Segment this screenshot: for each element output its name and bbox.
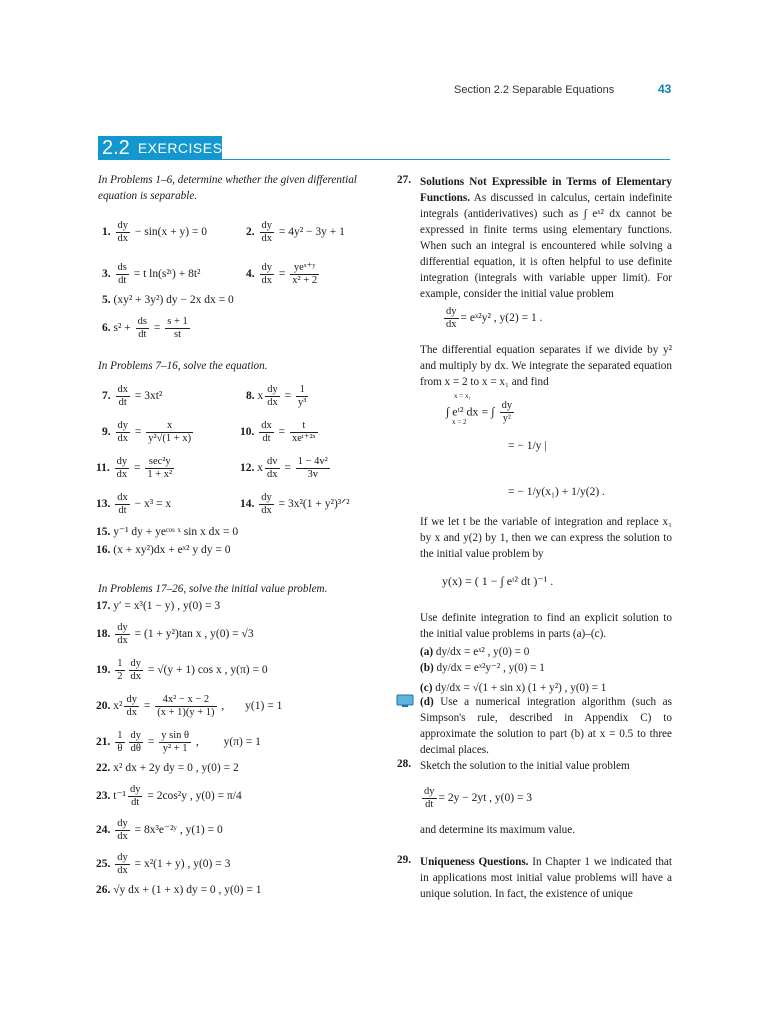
denominator: 1 + x² bbox=[147, 469, 173, 480]
numerator: ds bbox=[117, 262, 127, 273]
denominator: dθ bbox=[130, 743, 141, 754]
numerator: t bbox=[290, 420, 318, 433]
numerator: sec²y bbox=[145, 456, 174, 469]
integral-limit-upper: x = x₁ bbox=[454, 392, 471, 400]
initial-condition: y(π) = 1 bbox=[223, 736, 261, 749]
denominator: dx bbox=[261, 233, 272, 244]
denominator: dx bbox=[261, 275, 272, 286]
problem-27-text-c: If we let t be the variable of integration and replace x₁ by x and y(2) by 1, then we can express the solution to the initial value problem by bbox=[420, 516, 672, 560]
numerator: x bbox=[146, 420, 193, 433]
denominator: dt bbox=[425, 799, 434, 810]
denominator: dt bbox=[131, 797, 140, 808]
problem-number: 2. bbox=[246, 226, 255, 239]
denominator: dx bbox=[117, 635, 128, 646]
problem-number: 1. bbox=[102, 226, 111, 239]
denominator: 3v bbox=[307, 469, 319, 480]
problem-number: 13. bbox=[96, 498, 111, 511]
fraction bbox=[136, 316, 149, 341]
problem-28-number: 28. bbox=[397, 758, 411, 770]
intro-problems-1-6: In Problems 1–6, determine whether the given differential equation is separable. bbox=[98, 174, 357, 202]
denominator: (x + 1)(y + 1) bbox=[157, 707, 215, 718]
denominator: dx bbox=[267, 469, 278, 480]
equation-text: = 3x²(1 + y²)³ᐟ² bbox=[275, 498, 350, 511]
equation-text: − x³ = x bbox=[131, 498, 172, 511]
section-number: 2.2 bbox=[102, 136, 130, 159]
problem-23: 23. t⁻¹ $\frac{dy}{dt}$ = 2cos²y , y(0) = π/4 bbox=[96, 784, 242, 808]
numerator: dy bbox=[117, 622, 128, 633]
numerator: 1 − 4v² bbox=[297, 456, 328, 467]
equation-text: = 2cos²y , y(0) = π/4 bbox=[144, 790, 242, 803]
numerator: dx bbox=[261, 420, 272, 431]
problem-6: 6. s² + $\frac{ds}{dt}$ = $\frac{s + 1}{st}$ bbox=[102, 316, 188, 340]
fraction bbox=[290, 420, 318, 445]
numerator: s + 1 bbox=[167, 316, 188, 327]
denominator: xeᵗ⁺²ˣ bbox=[292, 433, 316, 444]
fraction bbox=[129, 658, 144, 683]
denominator: dx bbox=[130, 671, 141, 682]
equation-text: − sin(x + y) = 0 bbox=[132, 226, 208, 239]
numerator: dy bbox=[116, 456, 128, 467]
running-head: Section 2.2 Separable Equations bbox=[454, 84, 615, 96]
denominator: θ bbox=[117, 743, 123, 754]
numerator: 4x² − x − 2 bbox=[155, 694, 216, 707]
fraction bbox=[259, 492, 274, 517]
numerator: dy bbox=[126, 694, 137, 705]
denominator: dx bbox=[117, 831, 128, 842]
equation-text: = 2y − 2yt , y(0) = 3 bbox=[438, 792, 533, 805]
problem-28-text-a: Sketch the solution to the initial value problem bbox=[420, 760, 630, 772]
fraction bbox=[116, 420, 131, 445]
problem-number: 6. bbox=[102, 322, 111, 335]
denominator: dx bbox=[117, 433, 128, 444]
fraction bbox=[115, 622, 130, 647]
integral-line-3: = − 1/y(x₁) + 1/y(2) . bbox=[508, 486, 605, 498]
equation-text: = t ln(s²ᵗ) + 8t² bbox=[130, 268, 201, 281]
equation-text: s² + bbox=[113, 322, 134, 335]
problem-27-title: Solutions Not Expressible in Terms of Elementary Functions. bbox=[420, 176, 672, 204]
computer-icon bbox=[396, 694, 414, 708]
problem-number: 19. bbox=[96, 664, 111, 677]
denominator: x² + 2 bbox=[292, 275, 318, 286]
problem-2 bbox=[246, 220, 345, 245]
part-a bbox=[420, 644, 529, 660]
problem-number: 14. bbox=[240, 498, 255, 511]
fraction bbox=[129, 730, 144, 755]
fraction bbox=[155, 694, 216, 719]
part-text: Use a numerical integration algorithm (such as Simpson's rule, described in Appendix C) to approximate the solution to part (b) at x = 0.5 to three decimal places. bbox=[420, 696, 673, 756]
denominator: y² + 1 bbox=[162, 743, 188, 754]
numerator: dy bbox=[130, 658, 141, 669]
fraction bbox=[124, 694, 139, 719]
fraction bbox=[116, 384, 131, 409]
intro-problems-17-26: In Problems 17–26, solve the initial value problem. bbox=[98, 583, 328, 595]
fraction bbox=[116, 220, 131, 245]
solution-formula: y(x) = ( 1 − ∫ eᵗ² dt )⁻¹ . bbox=[442, 574, 554, 588]
problem-13 bbox=[96, 492, 171, 517]
problem-29-text: In Chapter 1 we indicated that in applications most initial value problems will have a unique solution. In fact, the existence of unique bbox=[420, 856, 672, 900]
fraction bbox=[444, 306, 459, 331]
equation-text: = √(y + 1) cos x , y(π) = 0 bbox=[145, 664, 268, 677]
part-b bbox=[420, 660, 545, 676]
numerator: dy bbox=[501, 400, 513, 411]
problem-26 bbox=[96, 882, 261, 898]
problem-27-text-b: The differential equation separates if we divide by y² and multiply by dx. We integrate the separated equation from x = 2 to x = x₁ and find bbox=[420, 344, 672, 388]
denominator: dx bbox=[261, 505, 272, 516]
numerator: 1 bbox=[296, 384, 308, 397]
fraction bbox=[115, 658, 124, 683]
fraction bbox=[296, 456, 330, 481]
problem-29-intro bbox=[420, 854, 672, 902]
problem-16 bbox=[96, 542, 230, 558]
problem-4: 4. $\frac{dy}{dx}$ = $\frac{\text{yeˣ⁺ʸ}}{\text{x² + 2}}$ bbox=[246, 262, 318, 286]
numerator: dy bbox=[424, 786, 435, 797]
problem-7 bbox=[102, 384, 162, 409]
equation-text: y′ = x³(1 − y) , y(0) = 3 bbox=[113, 600, 221, 612]
denominator: 2 bbox=[117, 671, 123, 682]
fraction bbox=[128, 784, 143, 809]
equation-text: = 4y² − 3y + 1 bbox=[276, 226, 345, 239]
numerator: dy bbox=[117, 220, 128, 231]
denominator: dx bbox=[126, 707, 137, 718]
numerator: yeˣ⁺ʸ bbox=[290, 262, 319, 275]
fraction bbox=[260, 220, 275, 245]
part-d bbox=[420, 694, 672, 758]
problem-27-equation bbox=[442, 306, 542, 331]
equation-text: √y dx + (1 + x) dy = 0 , y(0) = 1 bbox=[113, 884, 262, 896]
denominator: dt bbox=[118, 397, 127, 408]
problem-5 bbox=[102, 292, 234, 308]
initial-condition: y(1) = 1 bbox=[245, 700, 283, 713]
problem-12: 12. x $\frac{dv}{dx}$ = $\frac{\text{1 − 4v²}}{3v}$ bbox=[240, 456, 328, 480]
integral-equation bbox=[446, 392, 516, 426]
problem-25 bbox=[96, 852, 230, 877]
problem-10: 10. $\frac{dx}{dt}$ = $\frac{t}{\text{xeᵗ⁺²ˣ}}$ bbox=[240, 420, 316, 444]
part-label: (a) bbox=[420, 646, 434, 658]
equation-text: = (1 + y²)tan x , y(0) = √3 bbox=[131, 628, 254, 641]
integral-text: ∫ eᵗ² dx = ∫ bbox=[446, 404, 495, 419]
part-text: dy/dx = eˣ²y⁻² , y(0) = 1 bbox=[436, 662, 545, 674]
fraction bbox=[265, 384, 280, 409]
problem-27-number: 27. bbox=[397, 174, 411, 186]
problem-27-text-a: As discussed in calculus, certain indefinite integrals (antiderivatives) such as ∫ eˣ² dx cannot be expressed in finite terms using elementary functions. When such an integral is encountered while solving a differential equation, it is often helpful to use definite integration (integrals with variable upper limit). For example, consider the initial value problem bbox=[420, 192, 672, 300]
denominator: dt bbox=[118, 505, 127, 516]
fraction bbox=[115, 492, 130, 517]
integral-limit-lower: x = 2 bbox=[452, 418, 467, 426]
equation-text: = 8x³e⁻²ʸ , y(1) = 0 bbox=[131, 824, 223, 837]
problem-18 bbox=[96, 622, 254, 647]
fraction bbox=[115, 456, 130, 481]
numerator: dy bbox=[261, 220, 272, 231]
fraction bbox=[259, 420, 274, 445]
denominator: dt bbox=[118, 275, 127, 286]
page-number: 43 bbox=[658, 82, 672, 96]
problem-29-number: 29. bbox=[397, 854, 411, 866]
problem-number: 3. bbox=[102, 268, 111, 281]
numerator: dy bbox=[117, 818, 128, 829]
problem-number: 26. bbox=[96, 884, 111, 896]
fraction bbox=[159, 730, 191, 755]
problem-24 bbox=[96, 818, 223, 843]
problem-number: 22. bbox=[96, 762, 111, 774]
numerator: ds bbox=[137, 316, 148, 327]
fraction bbox=[296, 384, 308, 409]
problem-number: 15. bbox=[96, 526, 111, 538]
problem-21: 21. $\frac{1}{\theta}$ $\frac{dy}{d\theta}$ = $\frac{\text{y sin θ}}{\text{y² + 1}}$ , y(π) = 1 bbox=[96, 730, 261, 754]
problem-29-title: Uniqueness Questions. bbox=[420, 856, 529, 868]
problem-number: 8. bbox=[246, 390, 255, 403]
problem-22 bbox=[96, 760, 239, 776]
problem-number: 24. bbox=[96, 824, 111, 837]
equation-text: (x + xy²)dx + eˣ² y dy = 0 bbox=[113, 544, 231, 556]
denominator: st bbox=[174, 329, 182, 340]
denominator: dx bbox=[117, 233, 128, 244]
equation-text: = x²(1 + y) , y(0) = 3 bbox=[131, 858, 231, 871]
denominator: y³ bbox=[298, 397, 307, 408]
numerator: y sin θ bbox=[161, 730, 190, 741]
denominator: dt bbox=[262, 433, 271, 444]
denominator: y²√(1 + x) bbox=[148, 433, 192, 444]
problem-number: 12. bbox=[240, 462, 255, 475]
problem-number: 11. bbox=[96, 462, 110, 475]
problem-14 bbox=[240, 492, 350, 517]
equation-text: = eˣ²y² , y(2) = 1 . bbox=[460, 312, 543, 325]
problem-number: 4. bbox=[246, 268, 255, 281]
numerator: 1 bbox=[117, 730, 123, 741]
numerator: dy bbox=[129, 784, 141, 795]
fraction bbox=[116, 262, 129, 287]
problem-11: 11. $\frac{dy}{dx}$ = $\frac{\text{sec²y}}{\text{1 + x²}}$ bbox=[96, 456, 173, 480]
equation-text: y⁻¹ dy + yeᶜᵒˢ ˣ sin x dx = 0 bbox=[113, 526, 239, 538]
problem-19 bbox=[96, 658, 268, 683]
numerator: dx bbox=[117, 384, 128, 395]
problem-number: 9. bbox=[102, 426, 111, 439]
problem-20: 20. x² $\frac{dy}{dx}$ = $\frac{\text{4x² − x − 2}}{(x + 1)(y + 1)}$ , y(1) = 1 bbox=[96, 694, 283, 718]
part-label: (c) bbox=[420, 682, 433, 694]
fraction bbox=[115, 852, 130, 877]
problem-number: 17. bbox=[96, 600, 111, 612]
problem-1 bbox=[102, 220, 207, 245]
fraction bbox=[260, 262, 275, 287]
fraction bbox=[500, 400, 515, 425]
denominator: dx bbox=[117, 865, 128, 876]
part-label: (d) bbox=[420, 696, 434, 708]
numerator: dy bbox=[261, 492, 272, 503]
numerator: dy bbox=[446, 306, 457, 317]
intro-problems-7-16: In Problems 7–16, solve the equation. bbox=[98, 360, 268, 372]
equation-text: x² dx + 2y dy = 0 , y(0) = 2 bbox=[113, 762, 239, 774]
problem-number: 23. bbox=[96, 790, 111, 803]
numerator: dx bbox=[117, 492, 128, 503]
problem-28-equation bbox=[420, 786, 532, 811]
part-label: (b) bbox=[420, 662, 434, 674]
problem-15 bbox=[96, 524, 238, 540]
problem-number: 18. bbox=[96, 628, 111, 641]
fraction bbox=[165, 316, 190, 341]
denominator: dx bbox=[446, 319, 457, 330]
integral-line-2: = − 1/y | bbox=[508, 440, 547, 452]
equation-text: = 3xt² bbox=[132, 390, 163, 403]
problem-17 bbox=[96, 598, 220, 614]
problem-number: 5. bbox=[102, 294, 111, 306]
section-rule bbox=[98, 159, 670, 160]
problem-8: 8. x $\frac{dy}{dx}$ = $\frac{1}{\text{y³}}$ bbox=[246, 384, 307, 408]
problem-number: 10. bbox=[240, 426, 255, 439]
problem-27-text-d: Use definite integration to find an explicit solution to the initial value problems in parts (a)–(c). bbox=[420, 612, 672, 640]
numerator: dy bbox=[267, 384, 278, 395]
numerator: dy bbox=[117, 420, 128, 431]
numerator: 1 bbox=[117, 658, 123, 669]
section-title: EXERCISES bbox=[137, 140, 223, 156]
denominator: dx bbox=[267, 397, 278, 408]
fraction bbox=[422, 786, 437, 811]
fraction bbox=[115, 730, 124, 755]
numerator: dy bbox=[117, 852, 128, 863]
problem-3 bbox=[102, 262, 201, 287]
problem-number: 20. bbox=[96, 700, 111, 713]
problem-9: 9. $\frac{dy}{dx}$ = $\frac{x}{\text{y²√(1 + x)}}$ bbox=[102, 420, 192, 444]
part-text: dy/dx = eˣ² , y(0) = 0 bbox=[435, 646, 530, 658]
denominator: dt bbox=[138, 329, 147, 340]
numerator: dy bbox=[261, 262, 272, 273]
numerator: dv bbox=[267, 456, 278, 467]
problem-number: 21. bbox=[96, 736, 111, 749]
problem-number: 7. bbox=[102, 390, 111, 403]
problem-number: 16. bbox=[96, 544, 111, 556]
equation-text: (xy² + 3y²) dy − 2x dx = 0 bbox=[113, 294, 234, 306]
denominator: y² bbox=[502, 413, 511, 424]
problem-27-intro bbox=[420, 174, 672, 302]
fraction bbox=[145, 456, 174, 481]
section-heading bbox=[98, 136, 222, 160]
problem-28-text-b: and determine its maximum value. bbox=[420, 824, 576, 836]
denominator: dx bbox=[116, 469, 128, 480]
problem-number: 25. bbox=[96, 858, 111, 871]
numerator: dy bbox=[130, 730, 141, 741]
fraction bbox=[146, 420, 193, 445]
part-text: dy/dx = √(1 + sin x) (1 + y²) , y(0) = 1 bbox=[435, 682, 607, 694]
fraction bbox=[265, 456, 280, 481]
fraction bbox=[115, 818, 130, 843]
fraction bbox=[290, 262, 319, 287]
